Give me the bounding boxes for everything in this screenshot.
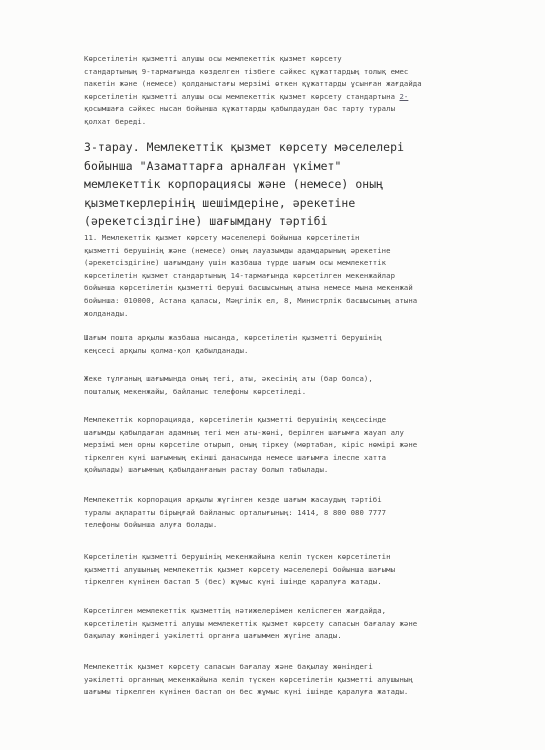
paragraph-11 <box>84 232 514 320</box>
heading-line: мемлекеттік корпорациясы және (немесе) оның <box>84 177 384 192</box>
text-line: Мемлекеттік корпорацияда, көрсетілетін қызметті берушінің кеңсесінде <box>84 415 387 424</box>
heading-line: қызметкерлерінің шешімдеріне, әрекетіне <box>84 195 356 210</box>
disagree-paragraph <box>84 605 514 643</box>
text-line: бақылау жөніндегі уәкілетті органға шағыммен жүгіне алады. <box>84 631 342 641</box>
text-line: бойынша: 010000, Астана қаласы, Мәңгілік ел, 8, Министрлік басшысының атына <box>84 295 418 305</box>
five-days-paragraph <box>84 551 514 589</box>
contact-paragraph <box>84 494 514 532</box>
text-line: қызметті берушінің және (немесе) оның лауазымды адамдарының әрекетіне <box>84 245 391 255</box>
section-heading <box>84 138 524 231</box>
text-line: Көрсетілетін қызметті алушы осы мемлекеттік қызмет көрсету <box>84 54 342 63</box>
text-line: жолданады. <box>84 308 129 318</box>
text-line: пошталық мекенжайы, байланыс телефоны көрсетіледі. <box>84 386 307 396</box>
heading-line: бойынша "Азаматтарға арналған үкімет" <box>84 158 342 173</box>
text-line: Шағым пошта арқылы жазбаша нысанда, көрсетілетін қызметті берушінің <box>84 333 382 342</box>
individual-paragraph <box>84 373 514 398</box>
text-line: уәкілетті органның мекенжайына келіп түскен көрсетілетін қызметті алушының <box>84 674 413 684</box>
text-line: кеңсесі арқылы қолма-қол қабылданады. <box>84 345 249 355</box>
text-line: шағымы тіркелген күнінен бастап он бес жұмыс күні ішінде қаралуға жатады. <box>84 687 409 697</box>
text-line: қойылады) шағымның қабылданғанын растау болып табылады. <box>84 465 329 475</box>
text-line: телефоны бойынша алуға болады. <box>84 520 218 530</box>
text-line: көрсетілетін қызмет стандартының 14-тармағында көрсетілген мекенжайлар <box>84 270 396 280</box>
text-line: көрсетілетін қызметті алушы мемлекеттік қызмет көрсету сапасын бағалау және <box>84 618 418 628</box>
text-line: стандартының 9-тармағында көзделген тізбеге сәйкес құжаттардың толық емес <box>84 66 409 76</box>
text-line: Мемлекеттік қызмет көрсету сапасын бағалау және бақылау жөніндегі <box>84 662 373 671</box>
text-line: қолхат береді. <box>84 116 147 126</box>
text-line-with-link <box>84 91 514 104</box>
intro-paragraph <box>84 53 514 129</box>
appendix-link[interactable]: 2- <box>399 91 409 101</box>
fifteen-days-paragraph <box>84 661 514 699</box>
heading-line: 3-тарау. Мемлекеттік қызмет көрсету мәселелері <box>84 140 405 154</box>
text-line: қызметті алушының мемлекеттік қызмет көрсету мәселелері бойынша шағымы <box>84 564 396 574</box>
text-line: 11. Мемлекеттік қызмет көрсету мәселелері бойынша көрсетілетін <box>84 233 360 242</box>
text-line: шағымды қабылдаған адамның тегі мен аты-жөні, берілген шағымға жауап алу <box>84 427 404 437</box>
corporation-paragraph <box>84 414 514 477</box>
text-line: Мемлекеттік корпорация арқылы жүгінген кезде шағым жасаудың тәртібі <box>84 495 382 504</box>
text-segment: көрсетілетін қызметті алушы осы мемлекеттік қызмет көрсету стандартына <box>84 91 400 101</box>
mail-paragraph <box>84 332 514 357</box>
text-line: пакетін және (немесе) қолданыстағы мерзімі өткен құжаттарды ұсынған жағдайда <box>84 79 422 89</box>
text-line: мерзімі мен орны көрсетіле отырып, оның тіркеу (мөртабан, кіріс нөмірі және <box>84 440 418 450</box>
text-line: туралы ақпаратты бірыңғай байланыс орталығының: 1414, 8 800 080 7777 <box>84 507 387 517</box>
text-line: тіркелген күнінен бастап 5 (бес) жұмыс күні ішінде қаралуға жатады. <box>84 577 382 587</box>
text-line: (әрекетсіздігіне) шағымдану үшін жазбаша түрде шағым осы мемлекеттік <box>84 258 387 268</box>
text-line: тіркелген күні шағымның екінші данасында немесе шағымға ілеспе хатта <box>84 452 387 462</box>
text-line: бойынша көрсетілетін қызметті беруші басшысының атына немесе мына мекенжай <box>84 283 413 293</box>
text-line: Көрсетілетін қызметті берушінің мекенжайына келіп түскен көрсетілетін <box>84 552 391 561</box>
text-line: қосымшаға сәйкес нысан бойынша құжаттарды қабылдаудан бас тарту туралы <box>84 104 396 114</box>
text-line: Жеке тұлғаның шағымында оның тегі, аты, әкесінің аты (бар болса), <box>84 374 373 383</box>
text-line: Көрсетілген мемлекеттік қызметтің нәтижелерімен келіспеген жағдайда, <box>84 606 387 615</box>
heading-line: (әрекетсіздігіне) шағымдану тәртібі <box>84 214 328 229</box>
